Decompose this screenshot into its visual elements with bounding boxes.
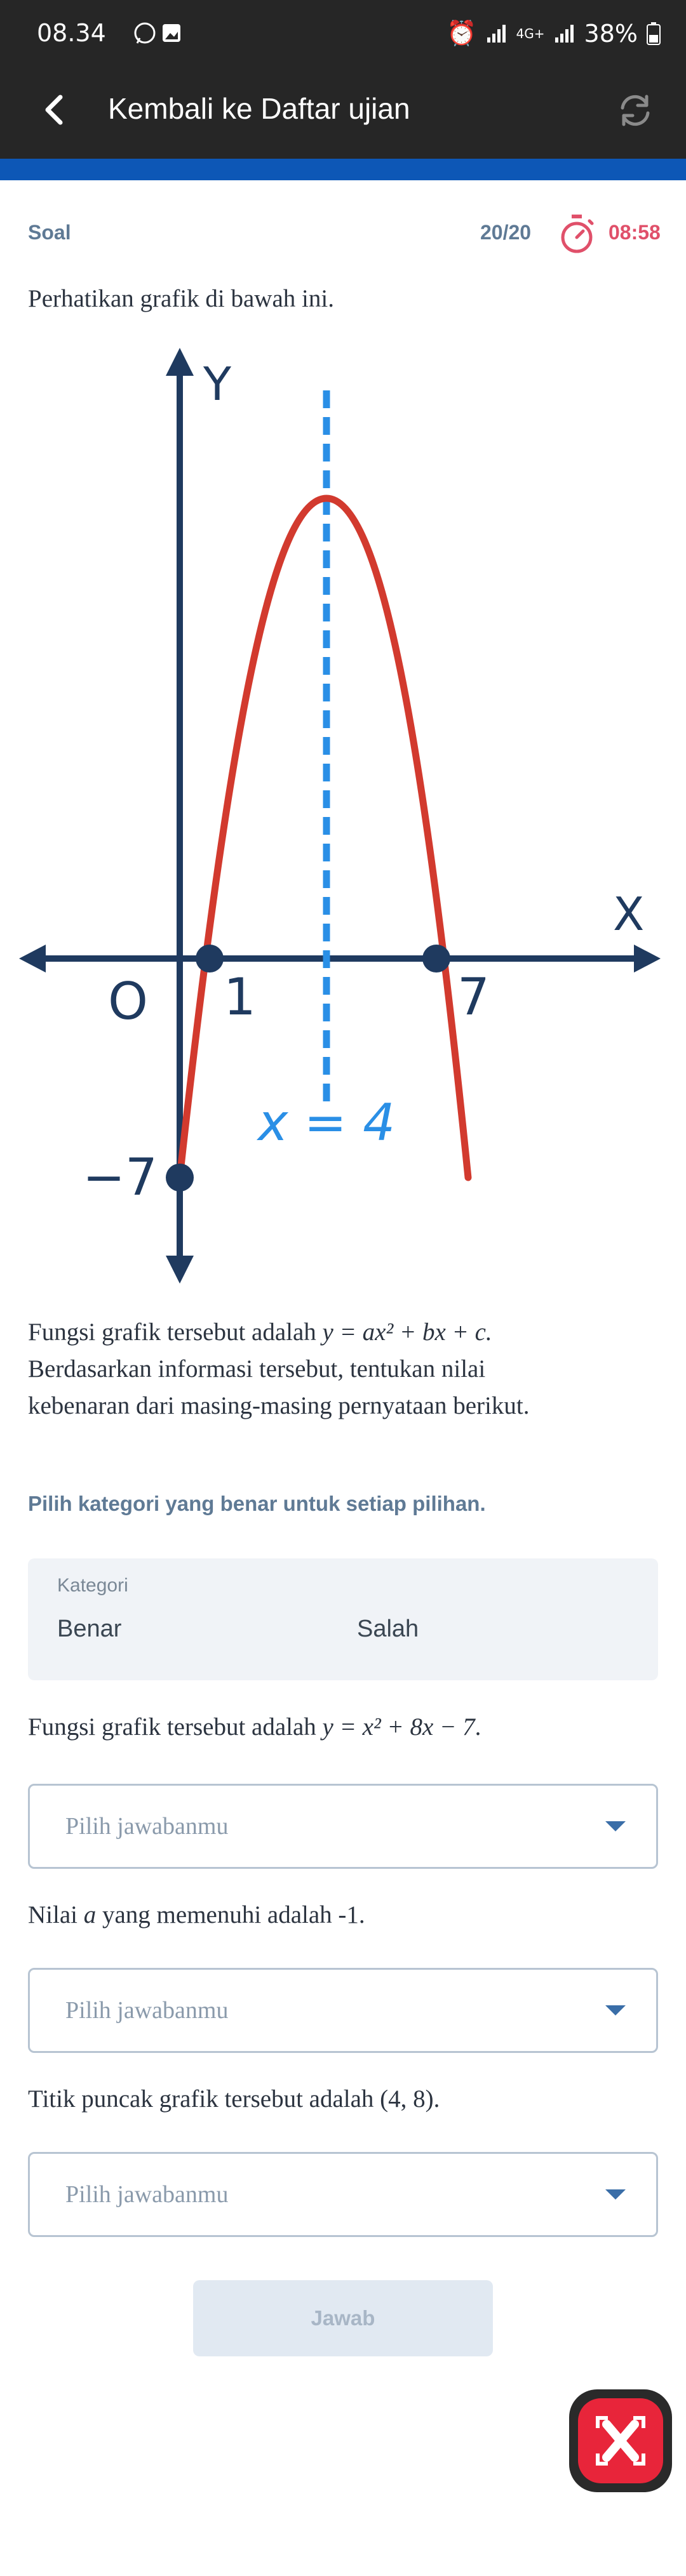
whatsapp-icon <box>133 22 184 47</box>
answer-dropdown-2[interactable] <box>28 1968 658 2053</box>
category-option-benar: Benar <box>57 1616 122 1642</box>
statement-3: Titik puncak grafik tersebut adalah (4, 8). <box>28 2085 440 2113</box>
app-logo-icon <box>578 2398 663 2483</box>
description-line-1: Fungsi grafik tersebut adalah y = ax² + bx + c. <box>28 1318 492 1346</box>
stopwatch-icon <box>558 213 596 255</box>
refresh-button[interactable] <box>610 85 661 136</box>
category-legend <box>28 1558 658 1680</box>
battery-percent: 38% <box>584 19 638 48</box>
answer-dropdown-1[interactable] <box>28 1784 658 1869</box>
caret-down-icon <box>605 2005 626 2015</box>
statement-2: Nilai a yang memenuhi adalah -1. <box>28 1901 365 1929</box>
x-intercept-point-1 <box>196 945 224 973</box>
timer-text: 08:58 <box>609 221 661 244</box>
alarm-icon: ⏰ <box>447 19 477 47</box>
app-bar <box>0 70 686 159</box>
back-button[interactable] <box>32 88 76 132</box>
function-formula: y = ax² + bx + c. <box>322 1318 492 1346</box>
x-axis-label: X <box>613 887 645 941</box>
caret-down-icon <box>605 2189 626 2200</box>
question-header <box>0 209 686 254</box>
page-title[interactable]: Kembali ke Daftar ujian <box>108 92 410 125</box>
status-time: 08.34 <box>37 19 106 47</box>
dropdown-placeholder: Pilih jawabanmu <box>65 1813 229 1840</box>
y-intercept-point <box>166 1164 194 1192</box>
header-accent-strip <box>0 159 686 180</box>
category-title: Kategori <box>57 1575 128 1596</box>
parabola-curve <box>180 498 468 1178</box>
description-line-2: Berdasarkan informasi tersebut, tentukan nilai <box>28 1355 486 1383</box>
y-axis-label: Y <box>203 357 231 411</box>
network-type: 4G+ <box>516 25 545 41</box>
signal-icon-2 <box>554 23 575 44</box>
y-intercept-label: −7 <box>83 1148 158 1207</box>
x-intercept-label-1: 1 <box>224 967 256 1026</box>
symmetry-label: x = 4 <box>258 1093 396 1152</box>
dropdown-placeholder: Pilih jawabanmu <box>65 1997 229 2024</box>
category-option-salah: Salah <box>357 1616 419 1642</box>
battery-icon <box>647 22 661 45</box>
submit-button[interactable]: Jawab <box>193 2280 493 2356</box>
answer-dropdown-3[interactable] <box>28 2152 658 2237</box>
x-axis-arrow-right <box>634 945 661 973</box>
status-notification-icons <box>133 22 184 50</box>
instruction-text: Pilih kategori yang benar untuk setiap pilihan. <box>28 1492 486 1515</box>
caret-down-icon <box>605 1821 626 1831</box>
status-system-icons <box>447 19 661 48</box>
status-bar <box>0 0 686 70</box>
refresh-icon <box>615 90 656 131</box>
x-intercept-label-2: 7 <box>457 967 490 1026</box>
origin-label: O <box>108 972 148 1031</box>
question-intro: Perhatikan grafik di bawah ini. <box>28 285 334 312</box>
parabola-graph <box>19 336 667 1289</box>
chevron-left-icon <box>41 94 67 126</box>
y-axis-arrow-down <box>166 1256 194 1284</box>
x-intercept-point-2 <box>422 945 450 973</box>
question-label: Soal <box>28 221 71 244</box>
dropdown-placeholder: Pilih jawabanmu <box>65 2181 229 2208</box>
x-axis-arrow-left <box>19 945 46 973</box>
statement-1: Fungsi grafik tersebut adalah y = x² + 8x − 7. <box>28 1713 481 1741</box>
signal-icon <box>486 23 508 44</box>
y-axis-arrow-up <box>166 348 194 376</box>
question-counter: 20/20 <box>480 221 532 244</box>
question-description <box>28 1314 663 1424</box>
floating-app-button[interactable] <box>569 2389 672 2492</box>
description-line-3: kebenaran dari masing-masing pernyataan berikut. <box>28 1392 530 1419</box>
